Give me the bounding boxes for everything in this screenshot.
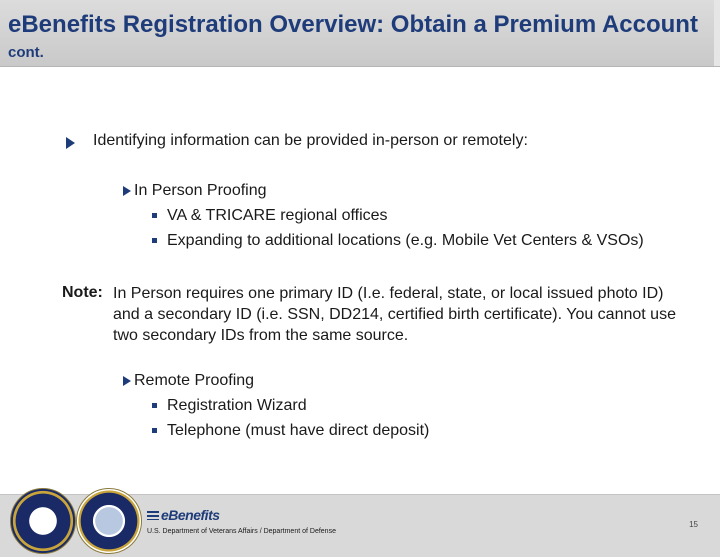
list-item: Registration Wizard bbox=[167, 397, 307, 414]
slide-title: eBenefits Registration Overview: Obtain a Premium Account bbox=[8, 11, 698, 38]
footer-org-text: U.S. Department of Veterans Affairs / Department of Defense bbox=[147, 528, 336, 535]
slide-subtitle: cont. bbox=[8, 44, 44, 61]
bullet-square-icon bbox=[152, 428, 157, 433]
logo-mark-icon bbox=[147, 511, 159, 520]
bullet-arrow-icon bbox=[123, 186, 131, 196]
remote-heading: Remote Proofing bbox=[134, 372, 255, 389]
note-text: In Person requires one primary ID (I.e. federal, state, or local issued photo ID) and a secondary ID (i.e. SSN, DD214, certified birth certificate). You cannot use two secondary IDs from the same source. bbox=[113, 285, 676, 344]
note-label: Note: bbox=[62, 284, 103, 301]
page-number: 15 bbox=[689, 520, 698, 529]
title-accent bbox=[714, 0, 720, 66]
bullet-square-icon bbox=[152, 403, 157, 408]
list-item: VA & TRICARE regional offices bbox=[167, 207, 388, 224]
bullet-arrow-icon bbox=[123, 376, 131, 386]
logo-text: eBenefits bbox=[161, 507, 220, 523]
ebenefits-logo bbox=[147, 507, 220, 523]
bullet-arrow-icon bbox=[66, 137, 75, 149]
va-seal-icon bbox=[10, 488, 76, 554]
title-bar bbox=[0, 0, 720, 67]
list-item: Expanding to additional locations (e.g. Mobile Vet Centers & VSOs) bbox=[167, 232, 644, 249]
intro-text: Identifying information can be provided in-person or remotely: bbox=[93, 132, 528, 149]
bullet-square-icon bbox=[152, 213, 157, 218]
in-person-heading: In Person Proofing bbox=[134, 182, 267, 199]
list-item: Telephone (must have direct deposit) bbox=[167, 422, 430, 439]
bullet-square-icon bbox=[152, 238, 157, 243]
dod-seal-icon bbox=[76, 488, 142, 554]
